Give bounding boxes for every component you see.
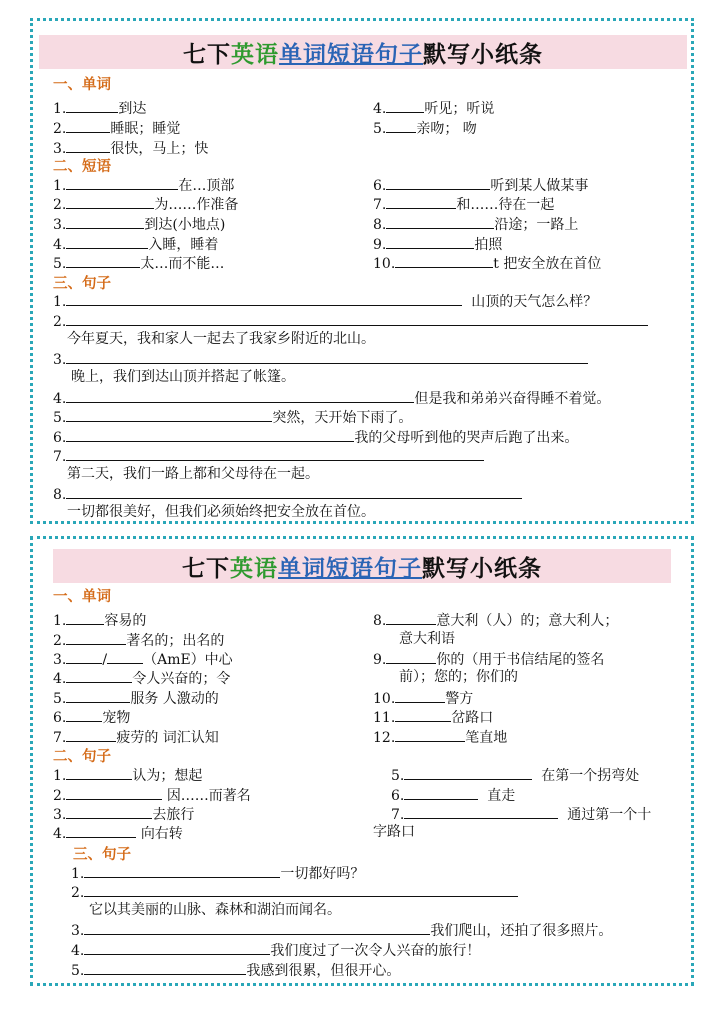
sentence-translation: 晚上，我们到达山顶并搭起了帐篷。: [71, 369, 295, 385]
sentence-item: 6. 我的父母听到他的哭声后跑了出来。: [53, 427, 578, 447]
word-item: 9. 你的（用于书信结尾的签名: [373, 649, 604, 669]
worksheet-card-1: [30, 18, 694, 524]
sentence-translation: 今年夏天，我和家人一起去了我家乡附近的北山。: [67, 331, 375, 347]
phrase-item: 8. 沿途；一路上: [373, 214, 578, 234]
phrase-item: 7. 和……待在一起: [373, 194, 554, 214]
card-title: 七下 英语 单词短语句子 默写小纸条: [39, 35, 687, 69]
word-item: 10. 警方: [373, 688, 473, 708]
word-item: 2. 著名的；出名的: [53, 630, 224, 650]
phrase-item: 5. 在第一个拐弯处: [391, 765, 639, 785]
word-item: 2. 睡眠；睡觉: [53, 118, 180, 138]
sentence-item: 1. 一切都好吗？: [71, 863, 364, 883]
phrase-item: 3. 去旅行: [53, 804, 194, 824]
sentence-item: 1. 山顶的天气怎么样？: [53, 291, 597, 311]
phrase-item: 2. 为……作准备: [53, 194, 238, 214]
phrase-item: 10. t 把安全放在首位: [373, 253, 601, 273]
sentence-item: 7.: [53, 446, 484, 466]
word-item: 3. / （AmE）中心: [53, 649, 233, 669]
word-item: 8. 意大利（人）的；意大利人；: [373, 610, 618, 630]
sentence-item: 4. 我们度过了一次令人兴奋的旅行！: [71, 940, 480, 960]
section-words-heading: 一、单词: [53, 77, 111, 93]
section-phrases-heading: 二、短语: [53, 159, 111, 175]
sentence-item: 3.: [53, 349, 588, 369]
word-item: 1. 容易的: [53, 610, 146, 630]
phrase-item: 3. 到达(小地点): [53, 214, 225, 234]
sentence-item: 2.: [53, 311, 648, 331]
word-item: 5. 服务 人激动的: [53, 688, 219, 708]
sentence-item: 4. 但是我和弟弟兴奋得睡不着觉。: [53, 388, 610, 408]
word-item-continued: 意大利语: [399, 631, 455, 647]
worksheet-card-2: [30, 536, 694, 986]
phrase-item: 4. 向右转: [53, 823, 183, 843]
word-item: 3. 很快，马上；快: [53, 138, 208, 158]
phrase-item: 1. 在…顶部: [53, 175, 234, 195]
section-words-heading: 一、单词: [53, 589, 111, 605]
word-item: 7. 疲劳的 词汇认知: [53, 727, 219, 747]
word-item: 11. 岔路口: [373, 707, 493, 727]
sentence-item: 2.: [71, 882, 518, 902]
phrase-item: 1. 认为；想起: [53, 765, 202, 785]
word-item: 1. 到达: [53, 98, 146, 118]
sentence-translation: 第二天，我们一路上都和父母待在一起。: [67, 466, 319, 482]
sentence-item: 5. 我感到很累，但很开心。: [71, 960, 400, 980]
sentence-item: 8.: [53, 484, 522, 504]
word-item: 12. 笔直地: [373, 727, 507, 747]
phrase-item: 6. 直走: [391, 785, 515, 805]
sentence-item: 5. 突然，天开始下雨了。: [53, 407, 412, 427]
section-sentences-heading: 三、句子: [73, 847, 131, 863]
sentence-translation: 它以其美丽的山脉、森林和湖泊而闻名。: [89, 902, 341, 918]
sentence-translation: 一切都很美好，但我们必须始终把安全放在首位。: [67, 504, 375, 520]
card-title: 七下 英语 单词短语句子 默写小纸条: [53, 549, 671, 583]
word-item: 5. 亲吻； 吻: [373, 118, 477, 138]
section-phrases-heading: 二、句子: [53, 749, 111, 765]
phrase-item: 5. 太…而不能…: [53, 253, 224, 273]
phrase-item: 6. 听到某人做某事: [373, 175, 588, 195]
phrase-item-continued: 字路口: [373, 824, 415, 840]
phrase-item: 4. 入睡，睡着: [53, 234, 218, 254]
section-sentences-heading: 三、句子: [53, 276, 111, 292]
word-item-continued: 前）；您的；你们的: [399, 669, 518, 685]
sentence-item: 3. 我们爬山，还拍了很多照片。: [71, 920, 612, 940]
word-item: 6. 宠物: [53, 707, 130, 727]
phrase-item: 9. 拍照: [373, 234, 502, 254]
word-item: 4. 听见；听说: [373, 98, 494, 118]
word-item: 4. 令人兴奋的；令: [53, 668, 230, 688]
phrase-item: 2. 因……而著名: [53, 785, 251, 805]
phrase-item: 7. 通过第一个十: [391, 804, 651, 824]
